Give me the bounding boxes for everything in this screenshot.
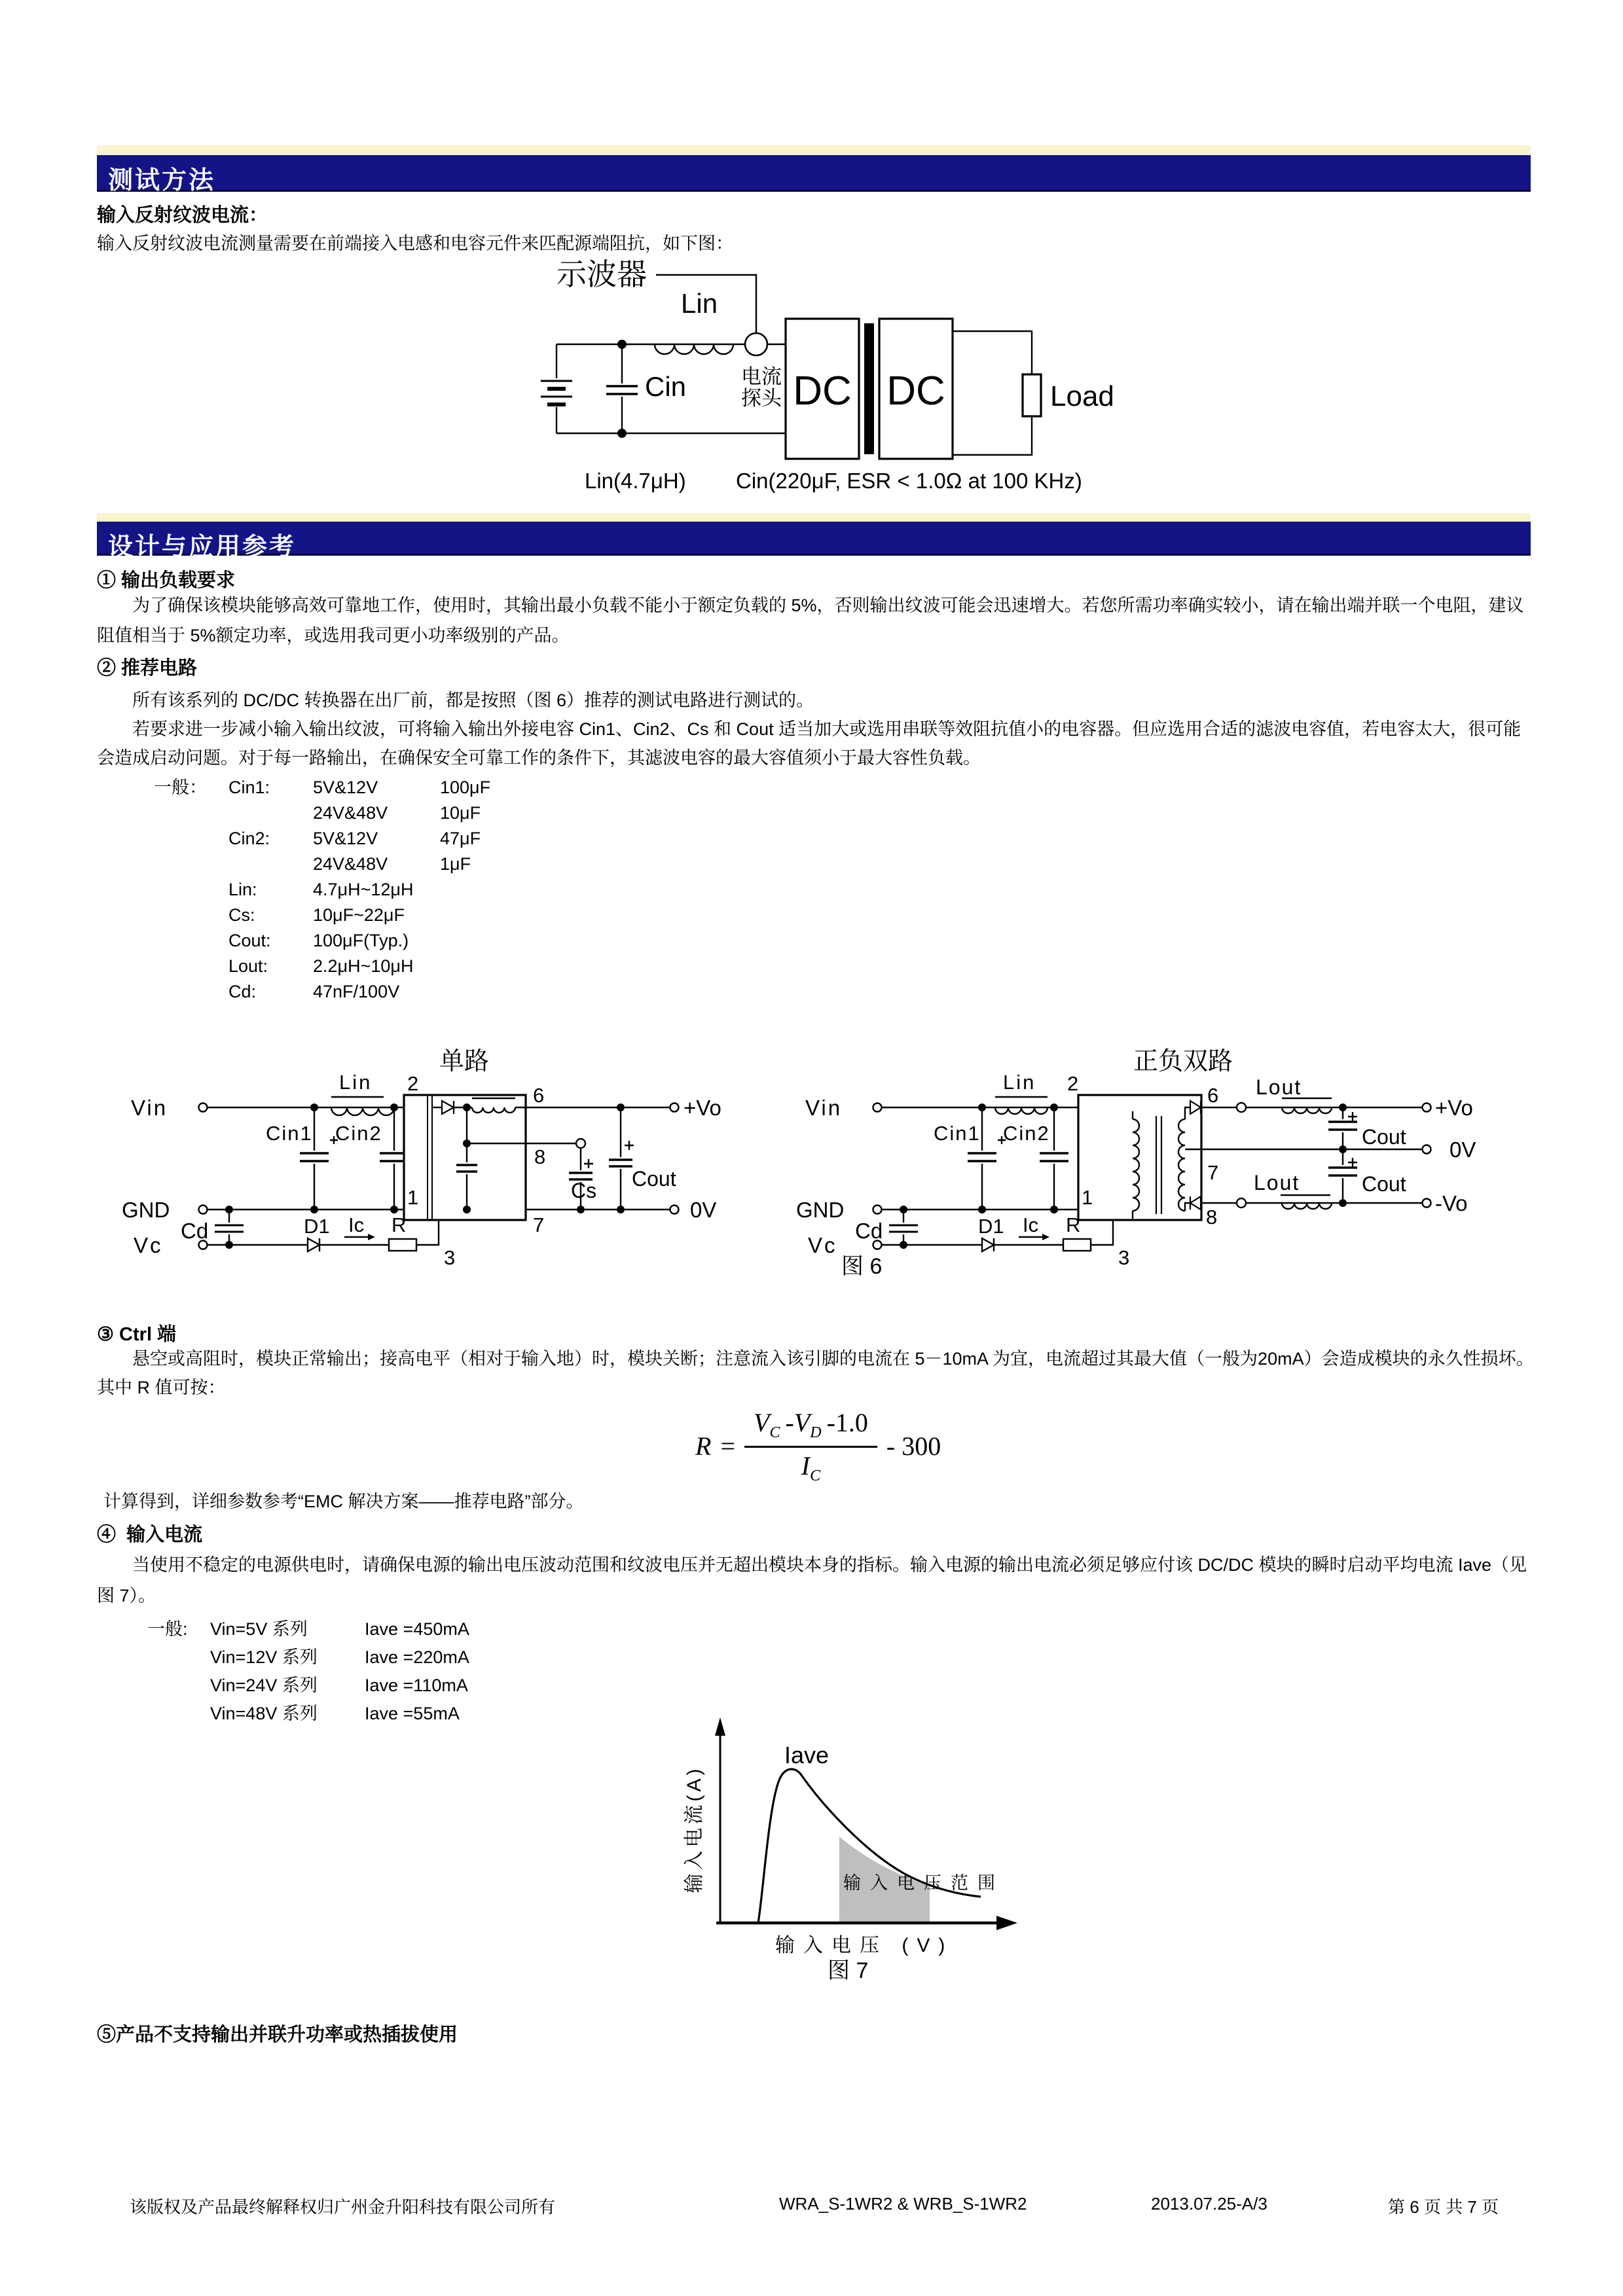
iave-cell (147, 1700, 210, 1728)
figure6-caption: 图 6 (841, 1254, 883, 1279)
comp-cell: Lin: (228, 880, 257, 899)
comp-cell: 5V&12V (313, 778, 378, 797)
lin-label: Lin (339, 1071, 373, 1094)
lout-lower-label: Lout (1254, 1171, 1300, 1194)
test-caption-lin: Lin(4.7μH) (585, 469, 686, 493)
test-method-subtitle: 输入反射纹波电流： (97, 205, 268, 226)
comp-cell: Cs: (228, 905, 255, 925)
iave-cell: Iave =220mA (365, 1647, 469, 1667)
footer-copyright: 该版权及产品最终解释权归广州金升阳科技有限公司所有 (130, 2197, 556, 2217)
comp-cell (154, 954, 228, 979)
comp-cell: 10μF~22μF (313, 905, 405, 925)
iave-cell (147, 1672, 210, 1700)
comp-cell: 47nF/100V (313, 982, 400, 1001)
comp-cell: 10μF (440, 803, 481, 823)
comp-cell: 一般： (154, 778, 207, 797)
formula-tail: - 300 (886, 1431, 941, 1461)
d1-label: D1 (978, 1215, 1004, 1238)
formula-ic: I (801, 1451, 811, 1480)
load-label: Load (1050, 380, 1114, 412)
figure6-circuits (111, 1034, 1558, 1296)
figure7-range-label: 输入电压范围 (843, 1873, 1004, 1893)
section-title-test-method: 测试方法 (108, 167, 216, 194)
figure7-x-axis-label: 输入电压 (V) (775, 1935, 954, 1956)
item3-p2: 计算得到，详细参数参考“EMC 解决方案——推荐电路”部分。 (103, 1492, 584, 1511)
comp-cell: 24V&48V (313, 854, 388, 874)
figure7-peak-label: Iave (784, 1742, 830, 1768)
ic-label: Ic (348, 1213, 365, 1236)
dual-circuit-title: 正负双路 (1133, 1048, 1233, 1075)
comp-cell (228, 852, 313, 877)
comp-cell: Cin2: (228, 829, 270, 848)
figure7-y-axis-label: 输入电流(A) (684, 1765, 705, 1893)
probe-label-2: 探头 (741, 387, 782, 410)
comp-cell (154, 877, 228, 903)
pin6-label: 6 (533, 1084, 545, 1107)
iave-cell: 一般: (147, 1619, 193, 1639)
item3-p1: 悬空或高阻时，模块正常输出；接高电平（相对于输入地）时，模块关断；注意流入该引脚的电流在 5－10mA 为宜，电流超过其最大值（一般为20mA）会造成模块的永久性损坏。其中 R 值可按： (97, 1349, 1534, 1397)
item4-heading: ④ 输入电流 (97, 1524, 203, 1545)
test-method-intro: 输入反射纹波电流测量需要在前端接入电感和电容元件来匹配源端阻抗，如下图： (97, 234, 733, 253)
comp-cell: 2.2μH~10μH (313, 956, 414, 976)
comp-cell (154, 826, 228, 852)
component-values-table (154, 775, 743, 1005)
comp-cell: 24V&48V (313, 803, 388, 823)
pin7-label: 7 (533, 1213, 545, 1236)
vo-zero-label: 0V (1450, 1138, 1476, 1162)
pin3-label: 3 (1118, 1246, 1130, 1269)
cd-label: Cd (181, 1219, 209, 1243)
formula-numerator (744, 1407, 877, 1448)
vo-zero-label: 0V (690, 1198, 717, 1222)
lin-label: Lin (681, 288, 718, 319)
formula-const: -1.0 (826, 1408, 868, 1437)
formula-fraction (744, 1407, 877, 1485)
cin1-label: Cin1 (266, 1122, 313, 1145)
d1-label: D1 (304, 1215, 330, 1238)
formula-eq: = (720, 1431, 735, 1461)
footer-model: WRA_S-1WR2 & WRB_S-1WR2 (779, 2194, 1027, 2214)
pin1-label: 1 (407, 1186, 419, 1209)
single-circuit-wires (199, 1095, 679, 1251)
gnd-label: GND (796, 1198, 845, 1222)
item2-p1: 所有该系列的 DC/DC 转换器在出厂前，都是按照（图 6）推荐的测试电路进行测试的。 (132, 691, 814, 710)
lin-label: Lin (1003, 1071, 1036, 1094)
comp-cell (154, 979, 228, 1005)
dual-circuit-wires (873, 1095, 1431, 1251)
section-band-top (97, 145, 1531, 155)
comp-cell (440, 954, 743, 979)
vin-label: Vin (131, 1096, 168, 1120)
section-bar-test-method (97, 155, 1531, 192)
vo-plus-label: +Vo (1435, 1096, 1473, 1120)
comp-cell: 100μF (440, 778, 491, 797)
cin1-label: Cin1 (934, 1122, 981, 1145)
comp-cell: 1μF (440, 854, 471, 874)
test-caption-cin: Cin(220μF, ESR < 1.0Ω at 100 KHz) (736, 469, 1082, 493)
item1-heading: ① 输出负载要求 (97, 570, 236, 591)
comp-cell (440, 979, 743, 1005)
formula-vd: V (793, 1408, 811, 1437)
iave-cell (147, 1643, 210, 1672)
pin7-label: 7 (1207, 1161, 1219, 1184)
footer-page-number: 第 6 页 共 7 页 (1388, 2197, 1499, 2217)
formula-vd-sub: D (810, 1424, 822, 1441)
oscilloscope-label: 示波器 (556, 257, 647, 291)
item1-body: 为了确保该模块能够高效可靠地工作，使用时，其输出最小负载不能小于额定负载的 5%，否则输出纹波可能会迅速增大。若您所需功率确实较小，请在输出端并联一个电阻，建议阻值相当于 5%额定功率，或选用我司更小功率级别的产品。 (97, 596, 1524, 645)
comp-cell: 4.7μH~12μH (313, 880, 414, 899)
section-title-design: 设计与应用参考 (108, 533, 297, 561)
cin2-label: Cin2 (335, 1122, 382, 1145)
figure7-caption: 图 7 (828, 1958, 869, 1983)
iave-cell: Vin=5V 系列 (210, 1619, 308, 1639)
comp-cell: Cd: (228, 982, 257, 1001)
iave-cell: Iave =55mA (365, 1704, 460, 1723)
footer-revision: 2013.07.25-A/3 (1151, 2194, 1267, 2214)
cin-label: Cin (645, 371, 687, 402)
pin6-label: 6 (1207, 1084, 1219, 1107)
comp-cell (228, 800, 313, 826)
vc-label: Vc (134, 1233, 163, 1257)
comp-cell: Cin1: (228, 778, 270, 797)
test-circuit-figure (458, 255, 1211, 471)
comp-cell (154, 852, 228, 877)
cs-label: Cs (571, 1179, 597, 1202)
cin2-label: Cin2 (1003, 1122, 1050, 1145)
iave-cell: Iave =110mA (365, 1676, 468, 1695)
figure7-chart (589, 1695, 1113, 1990)
comp-cell (440, 903, 743, 928)
comp-cell (154, 800, 228, 826)
gnd-label: GND (122, 1198, 170, 1222)
single-circuit-title: 单路 (439, 1048, 490, 1075)
comp-cell (440, 928, 743, 954)
vc-label: Vc (808, 1233, 837, 1257)
pin8-label: 8 (534, 1145, 546, 1168)
comp-cell: 47μF (440, 829, 481, 848)
pin2-label: 2 (1067, 1072, 1079, 1095)
cd-label: Cd (855, 1219, 883, 1243)
comp-cell: Cout: (228, 931, 271, 950)
item4-p1: 当使用不稳定的电源供电时，请确保电源的输出电压波动范围和纹波电压并无超出模块本身的指标。输入电源的输出电流必须足够应付该 DC/DC 模块的瞬时启动平均电流 Iave（见图 7）。 (97, 1555, 1527, 1605)
comp-cell: 5V&12V (313, 829, 378, 848)
r-label: R (392, 1213, 407, 1236)
section-band-design (97, 513, 1531, 522)
probe-label-1: 电流 (741, 365, 782, 388)
comp-cell (154, 903, 228, 928)
formula-minus: - (785, 1408, 794, 1437)
section-bar-design (97, 522, 1531, 561)
comp-cell: Lout: (228, 956, 268, 976)
item5-heading: ⑤产品不支持输出并联升功率或热插拔使用 (97, 2024, 458, 2045)
lout-upper-label: Lout (1256, 1075, 1302, 1099)
comp-cell: 100μF(Typ.) (313, 931, 409, 950)
cout-upper-label: Cout (1362, 1125, 1406, 1149)
pin2-label: 2 (407, 1072, 419, 1095)
iave-cell: Vin=48V 系列 (210, 1704, 318, 1723)
formula-ic-sub: C (810, 1467, 821, 1484)
figure7-graphics (715, 1717, 1017, 1930)
iave-cell: Vin=12V 系列 (210, 1647, 318, 1667)
formula-R: R (695, 1431, 712, 1461)
dc-right-label: DC (886, 368, 945, 414)
cout-label: Cout (632, 1167, 676, 1191)
item2-heading: ② 推荐电路 (97, 658, 198, 679)
ic-label: Ic (1023, 1213, 1039, 1236)
item3-heading: ③ Ctrl 端 (97, 1324, 177, 1345)
pin3-label: 3 (444, 1246, 456, 1269)
item2-p2: 若要求进一步减小输入输出纹波，可将输入输出外接电容 Cin1、Cin2、Cs 和 Cout 适当加大或选用串联等效阻抗值小的电容器。但应选用合适的滤波电容值，若电容太大，很可能会造成启动问题。对于每一路输出，在确保安全可靠工作的条件下，其滤波电容的最大容值须小于最大容性负载。 (97, 719, 1522, 768)
comp-cell (154, 928, 228, 954)
iave-cell: Iave =450mA (365, 1619, 469, 1639)
vo-minus-label: -Vo (1435, 1191, 1468, 1215)
vin-label: Vin (805, 1096, 843, 1120)
formula-vc-sub: C (769, 1424, 780, 1441)
cout-lower-label: Cout (1362, 1172, 1406, 1196)
iave-cell: Vin=24V 系列 (210, 1676, 318, 1695)
formula-vc: V (754, 1408, 770, 1437)
formula-denominator (801, 1448, 820, 1485)
pin8-label: 8 (1206, 1206, 1218, 1229)
pin1-label: 1 (1082, 1186, 1093, 1209)
dc-left-label: DC (793, 368, 852, 414)
vo-plus-label: +Vo (684, 1096, 721, 1120)
ctrl-resistor-formula (695, 1407, 941, 1485)
r-label: R (1066, 1213, 1081, 1236)
test-circuit-wires (541, 275, 1041, 459)
comp-cell (440, 877, 743, 903)
